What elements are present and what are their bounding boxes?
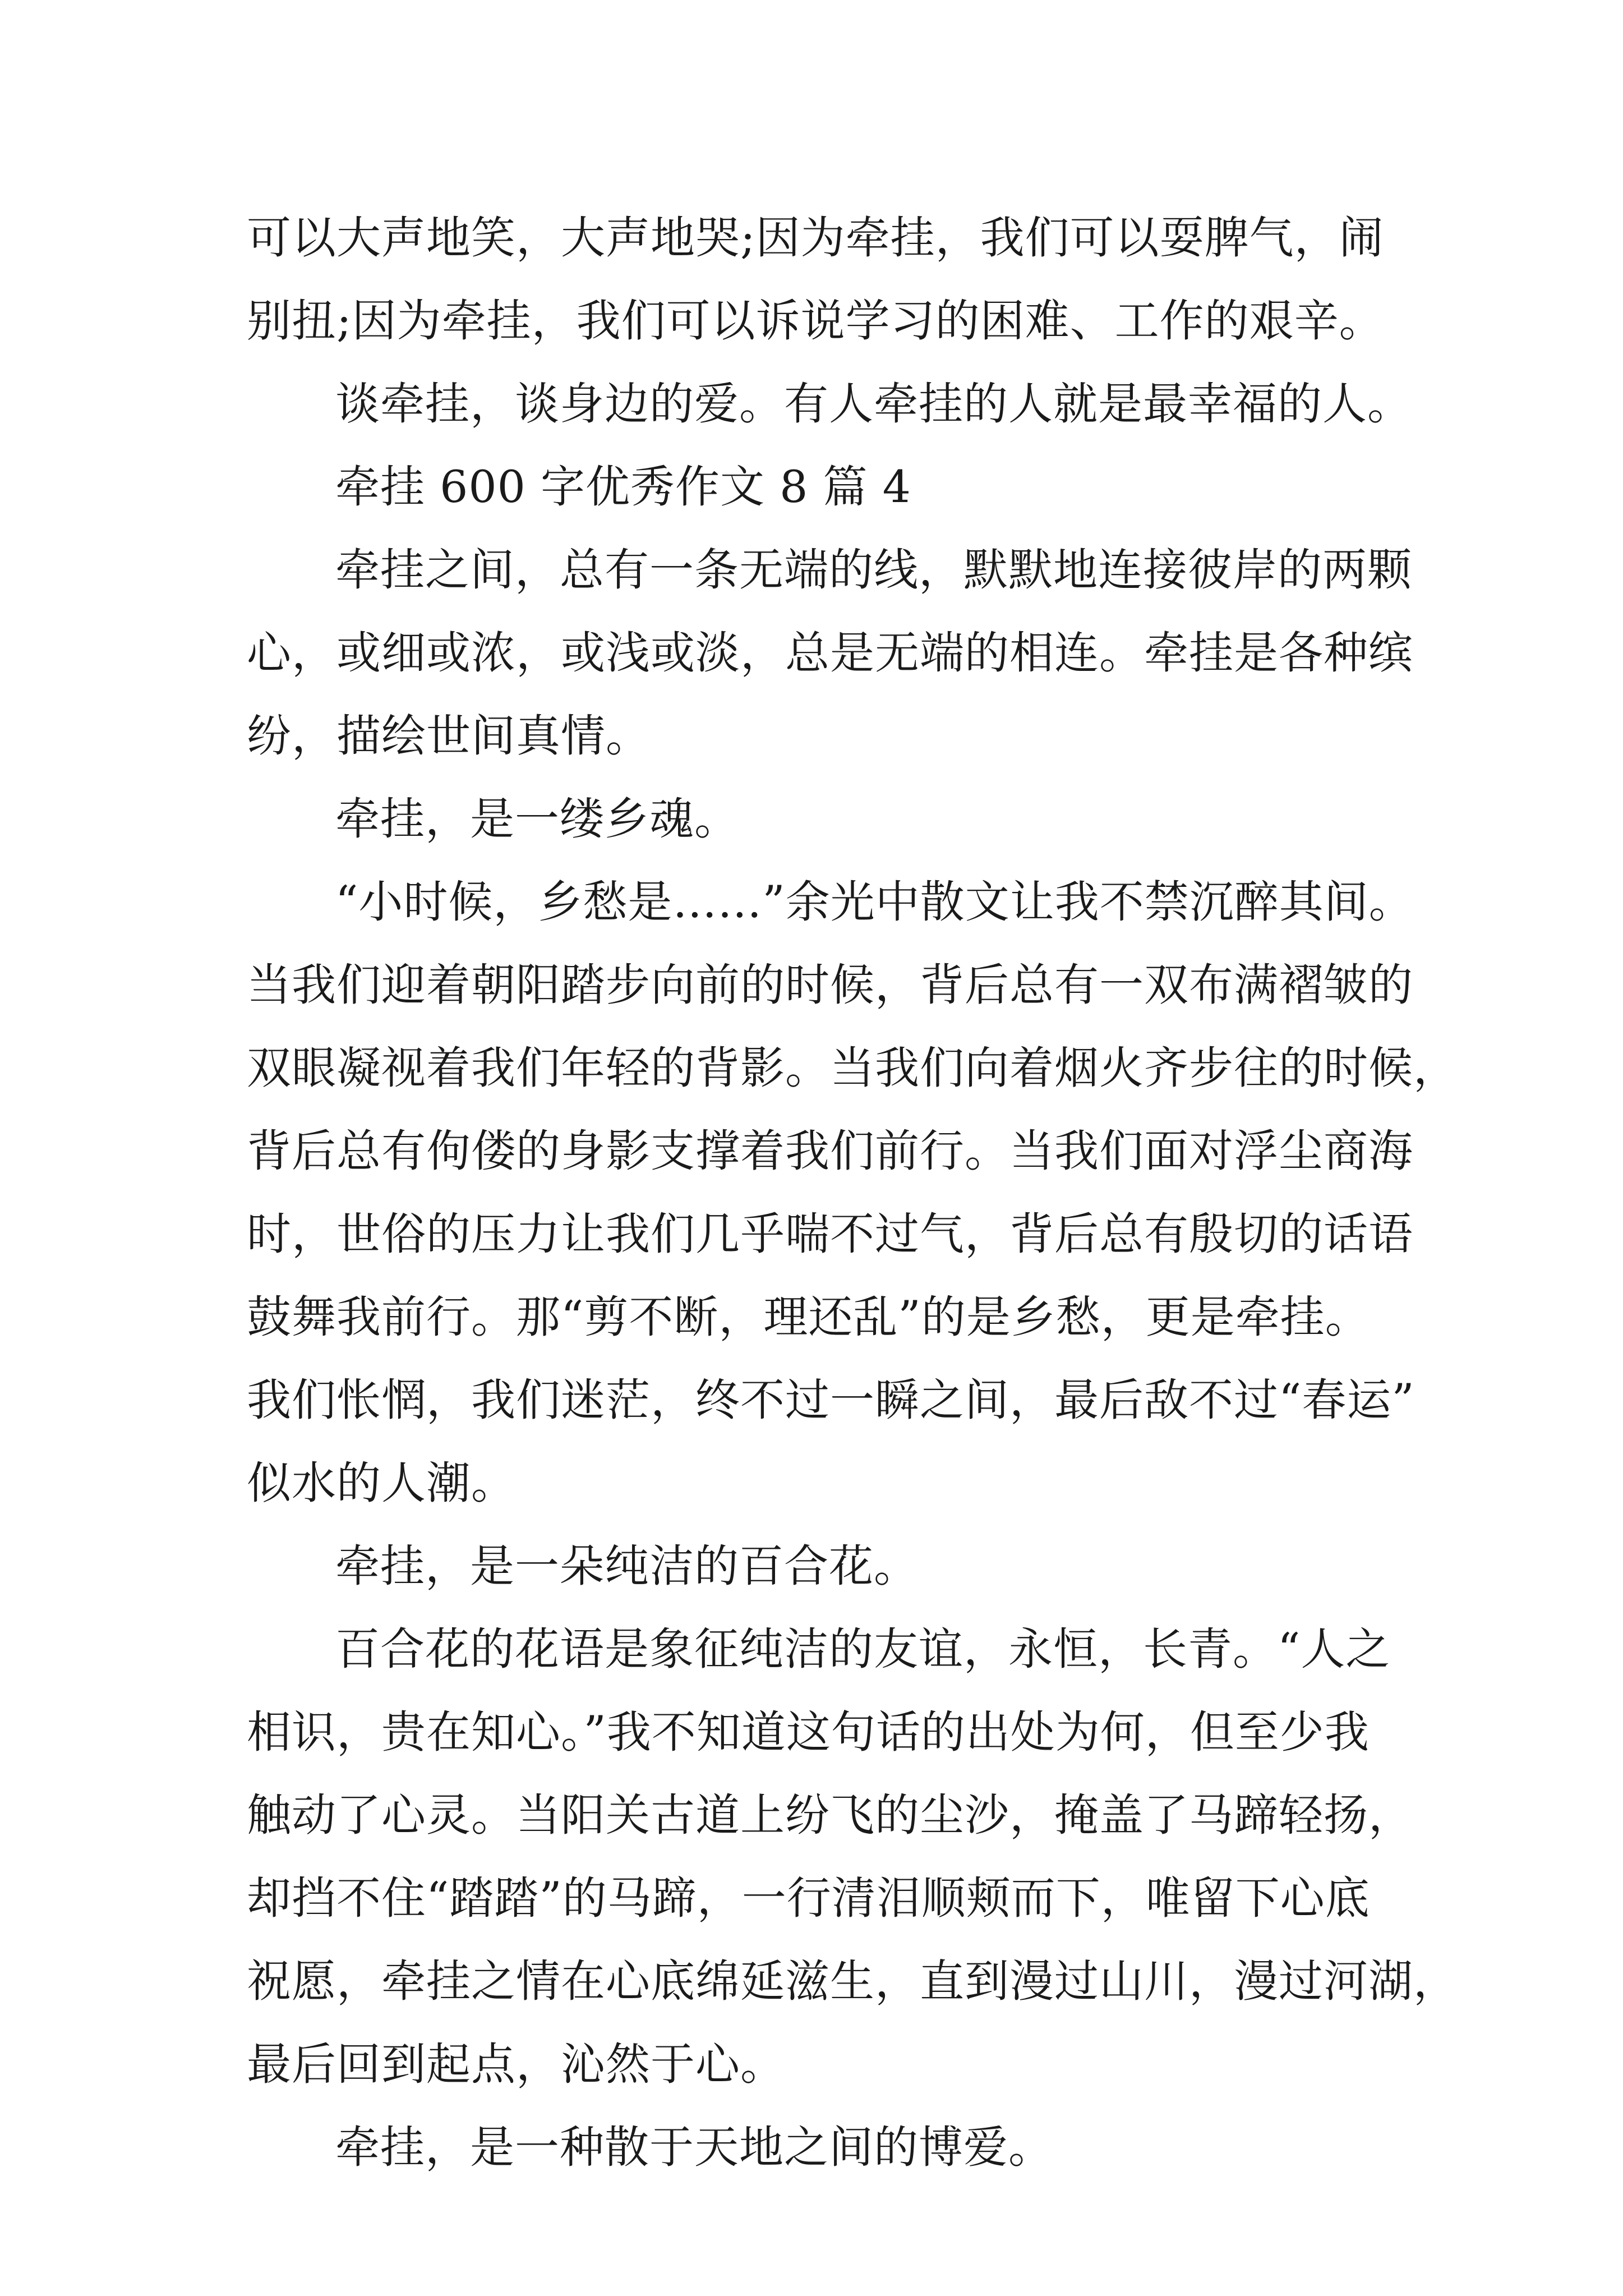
text-line: 我们怅惘，我们迷茫，终不过一瞬之间，最后敌不过“春运” bbox=[247, 1374, 1415, 1426]
text-line: 牵挂之间，总有一条无端的线，默默地连接彼岸的两颗 bbox=[335, 544, 1412, 596]
text-line: 鼓舞我前行。那“剪不断，理还乱”的是乡愁，更是牵挂。 bbox=[247, 1291, 1370, 1343]
text-line: 可以大声地笑，大声地哭;因为牵挂，我们可以耍脾气，闹 bbox=[247, 212, 1384, 264]
text-line: 双眼凝视着我们年轻的背影。当我们向着烟火齐步往的时候， bbox=[247, 1042, 1458, 1094]
text-line: 最后回到起点，沁然于心。 bbox=[247, 2039, 785, 2090]
text-line: 当我们迎着朝阳踏步向前的时候，背后总有一双布满褶皱的 bbox=[247, 959, 1413, 1011]
text-line: “小时候，乡愁是……”余光中散文让我不禁沉醉其间。 bbox=[335, 876, 1414, 928]
text-line: 牵挂，是一种散于天地之间的博爱。 bbox=[335, 2122, 1053, 2173]
essay-body bbox=[247, 196, 1458, 2189]
text-line: 却挡不住“踏踏”的马蹄，一行清泪顺颊而下，唯留下心底 bbox=[247, 1872, 1370, 1924]
text-line: 时，世俗的压力让我们几乎喘不过气，背后总有殷切的话语 bbox=[247, 1208, 1413, 1260]
text-line: 触动了心灵。当阳关古道上纷飞的尘沙，掩盖了马蹄轻扬， bbox=[247, 1789, 1413, 1841]
text-line: 似水的人潮。 bbox=[247, 1457, 516, 1509]
section-heading: 牵挂 600 字优秀作文 8 篇 4 bbox=[335, 461, 911, 513]
text-line: 祝愿，牵挂之情在心底绵延滋生，直到漫过山川，漫过河湖， bbox=[247, 1955, 1458, 2007]
text-line: 心，或细或浓，或浅或淡，总是无端的相连。牵挂是各种缤 bbox=[247, 627, 1413, 679]
text-line: 牵挂，是一朵纯洁的百合花。 bbox=[335, 1540, 919, 1592]
text-line: 纷，描绘世间真情。 bbox=[247, 710, 651, 762]
text-line: 谈牵挂，谈身边的爱。有人牵挂的人就是最幸福的人。 bbox=[335, 378, 1412, 430]
text-line: 牵挂，是一缕乡魂。 bbox=[335, 793, 739, 845]
text-line: 百合花的花语是象征纯洁的友谊，永恒，长青。“人之 bbox=[335, 1623, 1391, 1675]
text-line: 相识，贵在知心。”我不知道这句话的出处为何，但至少我 bbox=[247, 1706, 1370, 1758]
text-line: 别扭;因为牵挂，我们可以诉说学习的困难、工作的艰辛。 bbox=[247, 295, 1384, 347]
text-line: 背后总有佝偻的身影支撑着我们前行。当我们面对浮尘商海 bbox=[247, 1125, 1413, 1177]
